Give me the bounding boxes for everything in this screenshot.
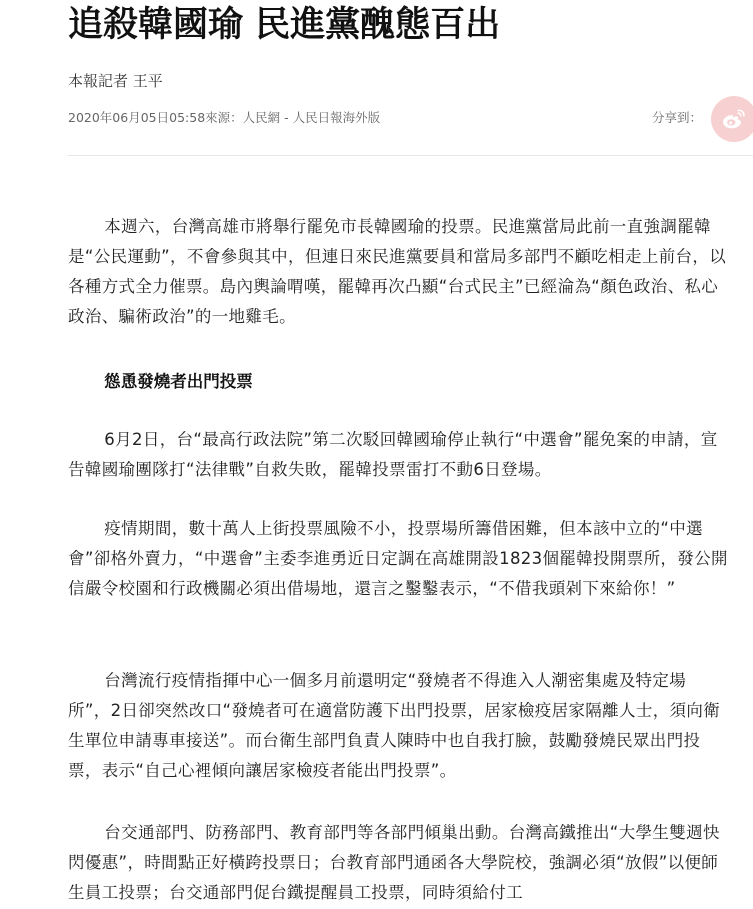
article-paragraph-3: 疫情期間，數十萬人上街投票風險不小，投票場所籌借困難，但本該中立的“中選會”卻格外賣力，“中選會”主委李進勇近日定調在高雄開設1823個罷韓投開票所，發公開信嚴令校園和行政機關必須出借場地，還言之鑿鑿表示，“不借我頭剁下來給你！” — [68, 519, 728, 598]
article-subheading: 慫恿發燒者出門投票 — [104, 372, 253, 391]
article-paragraph-1: 本週六，台灣高雄市將舉行罷免市長韓國瑜的投票。民進黨當局此前一直強調罷韓是“公民運動”，不會參與其中，但連日來民進黨要員和當局多部門不顧吃相走上前台，以各種方式全力催票。島內輿論喟嘆，罷韓再次凸顯“台式民主”已經淪為“顏色政治、私心政治、騙術政治”的一地雞毛。 — [68, 217, 727, 326]
article-paragraph-5: 台交通部門、防務部門、教育部門等各部門傾巢出動。台灣高鐵推出“大學生雙週快閃優惠”，時間點正好橫跨投票日；台教育部門通函各大學院校，強調必須“放假”以便師生員工投票；台交通部門促台鐵提醒員工投票，同時須給付工 — [68, 823, 720, 902]
article-meta: 2020年06月05日05:58來源：人民網 - 人民日報海外版 — [68, 110, 381, 125]
article-author: 本報記者 王平 — [68, 72, 163, 90]
header-divider — [68, 155, 753, 156]
weibo-icon — [721, 107, 747, 131]
share-label: 分享到： — [652, 110, 703, 125]
weibo-share-button[interactable] — [711, 96, 753, 142]
article-paragraph-2: 6月2日，台“最高行政法院”第二次駁回韓國瑜停止執行“中選會”罷免案的申請，宣告韓國瑜團隊打“法律戰”自救失敗，罷韓投票雷打不動6日登場。 — [68, 430, 718, 479]
article-title: 追殺韓國瑜 民進黨醜態百出 — [68, 5, 501, 45]
article-paragraph-4: 台灣流行疫情指揮中心一個多月前還明定“發燒者不得進入人潮密集處及特定場所”，2日卻突然改口“發燒者可在適當防護下出門投票，居家檢疫居家隔離人士，須向衛生單位申請專車接送”。而台衛生部門負責人陳時中也自我打臉，鼓勵發燒民眾出門投票，表示“自己心裡傾向讓居家檢疫者能出門投票”。 — [68, 671, 721, 780]
